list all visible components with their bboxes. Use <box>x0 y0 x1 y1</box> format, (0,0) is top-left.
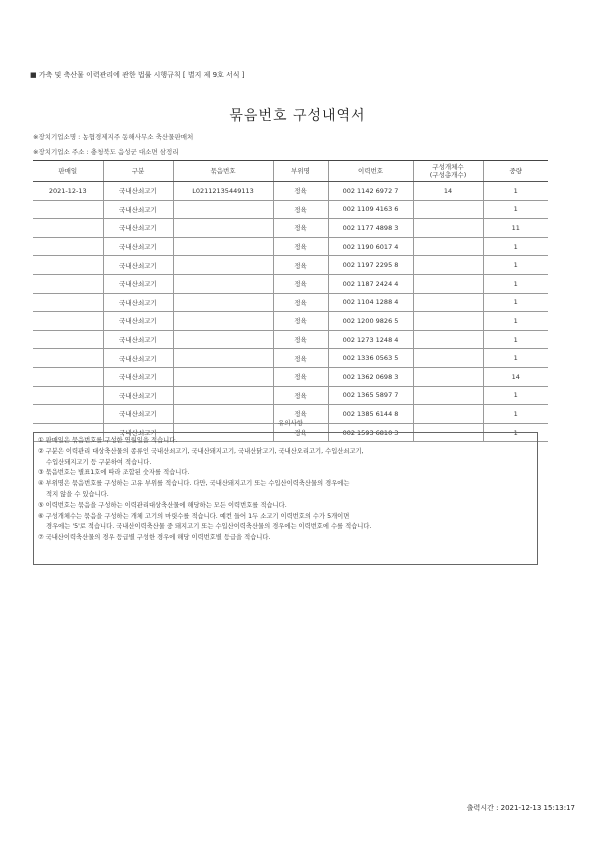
table-row <box>33 367 548 386</box>
cell-trace-number: 002 1197 2295 8 <box>328 256 413 275</box>
cell-bundle-number <box>173 330 273 349</box>
cell-bundle-number <box>173 386 273 405</box>
bundle-composition-table <box>33 160 548 442</box>
cell-head-count <box>413 219 483 238</box>
cell-part-name: 정육 <box>273 330 328 349</box>
cell-grade: 1 <box>483 274 548 293</box>
cell-grade: 1 <box>483 237 548 256</box>
cell-category: 국내산쇠고기 <box>103 219 173 238</box>
table-row <box>33 237 548 256</box>
cell-trace-number: 002 1365 5897 7 <box>328 386 413 405</box>
cell-head-count <box>413 349 483 368</box>
cell-sale-date <box>33 200 103 219</box>
table-row <box>33 219 548 238</box>
cell-sale-date: 2021-12-13 <box>33 182 103 201</box>
cell-grade: 1 <box>483 182 548 201</box>
header-grade: 중량 <box>483 161 548 182</box>
cell-grade: 1 <box>483 423 548 442</box>
table-row <box>33 182 548 201</box>
cell-head-count <box>413 330 483 349</box>
cell-part-name: 정육 <box>273 200 328 219</box>
cell-bundle-number <box>173 237 273 256</box>
cell-trace-number: 002 1190 6017 4 <box>328 237 413 256</box>
cell-grade: 1 <box>483 200 548 219</box>
cell-bundle-number <box>173 293 273 312</box>
remarks-box <box>33 432 538 565</box>
cell-head-count <box>413 200 483 219</box>
cell-part-name: 정육 <box>273 367 328 386</box>
cell-trace-number: 002 1273 1248 4 <box>328 330 413 349</box>
cell-bundle-number <box>173 312 273 331</box>
cell-trace-number: 002 1336 0563 5 <box>328 349 413 368</box>
remark-line: 적지 않을 수 있습니다. <box>38 490 109 498</box>
cell-grade: 1 <box>483 405 548 424</box>
cell-grade: 11 <box>483 219 548 238</box>
cell-part-name: 정육 <box>273 405 328 424</box>
cell-category: 국내산쇠고기 <box>103 386 173 405</box>
document-title: 묶음번호 구성내역서 <box>229 108 366 124</box>
cell-category: 국내산쇠고기 <box>103 200 173 219</box>
cell-part-name: 정육 <box>273 349 328 368</box>
cell-head-count <box>413 367 483 386</box>
cell-grade: 1 <box>483 349 548 368</box>
cell-category: 국내산쇠고기 <box>103 405 173 424</box>
header-category: 구분 <box>103 161 173 182</box>
cell-grade: 1 <box>483 386 548 405</box>
remark-line: ⑤ 이력번호는 묶음을 구성하는 이력관리대상축산물에 해당하는 모든 이력번호를 적습니다. <box>38 501 287 509</box>
cell-trace-number: 002 1362 0698 3 <box>328 367 413 386</box>
table-row <box>33 312 548 331</box>
cell-head-count <box>413 386 483 405</box>
cell-head-count <box>413 312 483 331</box>
cell-sale-date <box>33 219 103 238</box>
remarks-heading: 유의사항 <box>277 419 304 427</box>
business-name: ※장치기업소명 : 농협경제지주 동해사무소 축산물판매처 <box>33 133 194 141</box>
cell-category: 국내산쇠고기 <box>103 274 173 293</box>
cell-grade: 14 <box>483 367 548 386</box>
cell-head-count <box>413 237 483 256</box>
cell-sale-date <box>33 330 103 349</box>
remark-line: ③ 묶음번호는 별표1호에 따라 조합된 숫자를 적습니다. <box>38 469 190 477</box>
cell-category: 국내산쇠고기 <box>103 330 173 349</box>
cell-part-name: 정육 <box>273 423 328 442</box>
cell-part-name: 정육 <box>273 219 328 238</box>
cell-bundle-number <box>173 219 273 238</box>
cell-grade: 1 <box>483 256 548 275</box>
cell-grade: 1 <box>483 312 548 331</box>
cell-part-name: 정육 <box>273 386 328 405</box>
cell-trace-number: 002 1187 2424 4 <box>328 274 413 293</box>
remark-line: ⑦ 국내산이력축산물의 경우 등급별 구성한 경우에 해당 이력번호별 등급을 적습니다. <box>38 534 271 542</box>
cell-trace-number: 002 1200 9826 5 <box>328 312 413 331</box>
business-address: ※장치기업소 주소 : 충청북도 음성군 대소면 삼정리 <box>33 148 179 156</box>
cell-trace-number: 002 1109 4163 6 <box>328 200 413 219</box>
cell-bundle-number: L02112135449113 <box>173 182 273 201</box>
table-row <box>33 330 548 349</box>
remark-line: ⑥ 구성개체수는 묶음을 구성하는 개체 고기의 마릿수를 적습니다. 예컨 들어 1두 소고기 이력번호의 수가 5개이면 <box>38 512 350 520</box>
cell-part-name: 정육 <box>273 274 328 293</box>
cell-sale-date <box>33 293 103 312</box>
cell-head-count: 14 <box>413 182 483 201</box>
cell-sale-date <box>33 256 103 275</box>
cell-category: 국내산쇠고기 <box>103 312 173 331</box>
print-time: 출력시간 : 2021-12-13 15:13:17 <box>466 804 575 812</box>
form-header-note: ■ 가축 및 축산물 이력관리에 관한 법률 시행규칙 [ 별지 제 9호 서식 ] <box>30 71 245 79</box>
cell-bundle-number <box>173 256 273 275</box>
cell-trace-number: 002 1177 4898 3 <box>328 219 413 238</box>
cell-bundle-number <box>173 367 273 386</box>
table-row <box>33 293 548 312</box>
cell-category: 국내산쇠고기 <box>103 423 173 442</box>
cell-category: 국내산쇠고기 <box>103 237 173 256</box>
cell-part-name: 정육 <box>273 312 328 331</box>
cell-part-name: 정육 <box>273 293 328 312</box>
cell-part-name: 정육 <box>273 237 328 256</box>
cell-trace-number: 002 1142 6972 7 <box>328 182 413 201</box>
cell-bundle-number <box>173 274 273 293</box>
cell-trace-number: 002 1104 1288 4 <box>328 293 413 312</box>
cell-sale-date <box>33 237 103 256</box>
cell-grade: 1 <box>483 330 548 349</box>
remark-line: 수입산돼지고기 등 구분하여 적습니다. <box>38 458 152 466</box>
cell-head-count <box>413 293 483 312</box>
cell-head-count <box>413 274 483 293</box>
table-header-row <box>33 161 548 182</box>
table-row <box>33 349 548 368</box>
cell-trace-number: 002 1385 6144 8 <box>328 405 413 424</box>
cell-category: 국내산쇠고기 <box>103 367 173 386</box>
cell-sale-date <box>33 312 103 331</box>
remark-line: ① 판매일은 묶음번호를 구성한 연월일을 적습니다. <box>38 437 178 444</box>
cell-category: 국내산쇠고기 <box>103 182 173 201</box>
cell-category: 국내산쇠고기 <box>103 256 173 275</box>
header-sale-date: 판매일 <box>33 161 103 182</box>
cell-sale-date <box>33 274 103 293</box>
cell-bundle-number <box>173 349 273 368</box>
cell-sale-date <box>33 349 103 368</box>
cell-sale-date <box>33 386 103 405</box>
header-part-name: 부위명 <box>273 161 328 182</box>
remark-line: ④ 부위명은 묶음번호를 구성하는 고유 부위를 적습니다. 다만, 국내산돼지고기 또는 수입산이력축산물의 경우에는 <box>38 480 350 488</box>
cell-bundle-number <box>173 200 273 219</box>
table-row <box>33 274 548 293</box>
cell-sale-date <box>33 367 103 386</box>
cell-trace-number: 002 1593 6810 3 <box>328 423 413 442</box>
table-row <box>33 386 548 405</box>
table-row <box>33 200 548 219</box>
remark-line: 경우에는 '5'로 적습니다. 국내산이력축산물 중 돼지고기 또는 수입산이력축산물의 경우에는 이력번호에 수를 적습니다. <box>38 523 372 531</box>
header-bundle-number: 묶음번호 <box>173 161 273 182</box>
cell-part-name: 정육 <box>273 182 328 201</box>
header-trace-number: 이력번호 <box>328 161 413 182</box>
cell-category: 국내산쇠고기 <box>103 293 173 312</box>
header-head-count: 구성개체수 (구성총개수) <box>413 161 483 182</box>
cell-grade: 1 <box>483 293 548 312</box>
remark-line: ② 구분은 이력관리 대상축산물의 종류인 국내산쇠고기, 국내산돼지고기, 국내산닭고기, 국내산오리고기, 수입산쇠고기, <box>38 447 364 455</box>
cell-part-name: 정육 <box>273 256 328 275</box>
cell-head-count <box>413 256 483 275</box>
table-row <box>33 256 548 275</box>
cell-category: 국내산쇠고기 <box>103 349 173 368</box>
